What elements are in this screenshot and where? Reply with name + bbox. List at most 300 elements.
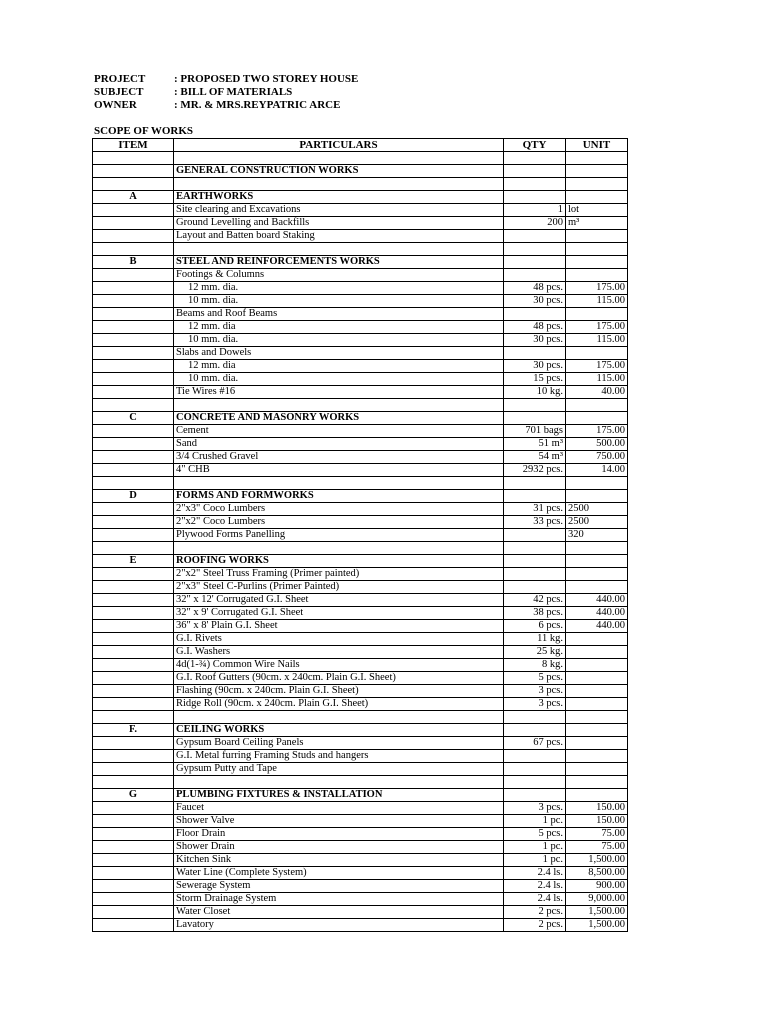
particulars-cell: Flashing (90cm. x 240cm. Plain G.I. Sheet): [174, 685, 504, 698]
particulars-cell: 2"x2" Steel Truss Framing (Primer painted): [174, 568, 504, 581]
particulars-cell: 36" x 8' Plain G.I. Sheet: [174, 620, 504, 633]
particulars-cell: 12 mm. dia: [174, 360, 504, 373]
item-cell: E: [93, 555, 174, 568]
table-row: [93, 841, 628, 854]
particulars-cell: 2"x3" Steel C-Purlins (Primer Painted): [174, 581, 504, 594]
unit-cell: [566, 256, 628, 269]
unit-cell: [566, 165, 628, 178]
qty-cell: [504, 191, 566, 204]
qty-cell: 6 pcs.: [504, 620, 566, 633]
item-cell: [93, 503, 174, 516]
unit-cell: 440.00: [566, 594, 628, 607]
particulars-cell: 10 mm. dia.: [174, 334, 504, 347]
particulars-cell: ROOFING WORKS: [174, 555, 504, 568]
unit-cell: [566, 789, 628, 802]
table-row: [93, 191, 628, 204]
item-cell: [93, 815, 174, 828]
item-cell: C: [93, 412, 174, 425]
table-row: [93, 204, 628, 217]
unit-cell: [566, 633, 628, 646]
qty-cell: 30 pcs.: [504, 360, 566, 373]
item-cell: [93, 308, 174, 321]
qty-cell: 48 pcs.: [504, 282, 566, 295]
particulars-cell: [174, 152, 504, 165]
unit-cell: 175.00: [566, 321, 628, 334]
qty-cell: [504, 581, 566, 594]
item-cell: [93, 438, 174, 451]
qty-cell: 67 pcs.: [504, 737, 566, 750]
qty-cell: 2 pcs.: [504, 906, 566, 919]
particulars-cell: PLUMBING FIXTURES & INSTALLATION: [174, 789, 504, 802]
qty-cell: [504, 347, 566, 360]
qty-cell: [504, 243, 566, 256]
item-cell: [93, 243, 174, 256]
item-cell: [93, 841, 174, 854]
item-cell: F.: [93, 724, 174, 737]
particulars-cell: [174, 711, 504, 724]
item-cell: [93, 867, 174, 880]
unit-cell: 320: [566, 529, 628, 542]
table-row: [93, 802, 628, 815]
table-row: [93, 165, 628, 178]
unit-cell: [566, 659, 628, 672]
table-row: [93, 906, 628, 919]
particulars-cell: 4" CHB: [174, 464, 504, 477]
particulars-cell: Kitchen Sink: [174, 854, 504, 867]
table-row: [93, 724, 628, 737]
project-value: : PROPOSED TWO STOREY HOUSE: [174, 73, 359, 85]
particulars-cell: Footings & Columns: [174, 269, 504, 282]
item-cell: [93, 620, 174, 633]
bill-of-materials-table: [92, 138, 628, 932]
qty-cell: 1 pc.: [504, 841, 566, 854]
particulars-cell: Sewerage System: [174, 880, 504, 893]
table-row: [93, 893, 628, 906]
unit-cell: [566, 737, 628, 750]
table-row: [93, 386, 628, 399]
table-row: [93, 607, 628, 620]
unit-cell: 440.00: [566, 620, 628, 633]
unit-cell: [566, 230, 628, 243]
item-cell: [93, 399, 174, 412]
qty-cell: 8 kg.: [504, 659, 566, 672]
unit-cell: 750.00: [566, 451, 628, 464]
item-cell: [93, 607, 174, 620]
table-row: [93, 217, 628, 230]
table-row: [93, 828, 628, 841]
item-cell: [93, 529, 174, 542]
particulars-cell: [174, 243, 504, 256]
table-row: [93, 516, 628, 529]
header-unit: UNIT: [566, 139, 628, 152]
item-cell: [93, 672, 174, 685]
item-cell: [93, 685, 174, 698]
qty-cell: [504, 555, 566, 568]
particulars-cell: Water Closet: [174, 906, 504, 919]
subject-label: SUBJECT: [94, 86, 144, 98]
item-cell: [93, 698, 174, 711]
unit-cell: [566, 412, 628, 425]
item-cell: [93, 334, 174, 347]
table-row: [93, 659, 628, 672]
table-row: [93, 269, 628, 282]
qty-cell: [504, 542, 566, 555]
table-body: [93, 152, 628, 932]
owner-label: OWNER: [94, 99, 137, 111]
table-row: [93, 373, 628, 386]
unit-cell: [566, 269, 628, 282]
unit-cell: 900.00: [566, 880, 628, 893]
qty-cell: 11 kg.: [504, 633, 566, 646]
particulars-cell: G.I. Washers: [174, 646, 504, 659]
header-owner: [94, 99, 340, 112]
unit-cell: [566, 685, 628, 698]
item-cell: [93, 750, 174, 763]
table-row: [93, 230, 628, 243]
table-row: [93, 490, 628, 503]
table-row: [93, 243, 628, 256]
table-row: [93, 880, 628, 893]
project-label: PROJECT: [94, 73, 146, 85]
subject-value: : BILL OF MATERIALS: [174, 86, 293, 98]
unit-cell: [566, 581, 628, 594]
item-cell: A: [93, 191, 174, 204]
table-row: [93, 295, 628, 308]
item-cell: [93, 360, 174, 373]
particulars-cell: [174, 477, 504, 490]
header-particulars: PARTICULARS: [174, 139, 504, 152]
owner-value: : MR. & MRS.REYPATRIC ARCE: [174, 99, 341, 111]
particulars-cell: 2"x3" Coco Lumbers: [174, 503, 504, 516]
unit-cell: 2500: [566, 516, 628, 529]
qty-cell: [504, 477, 566, 490]
item-cell: B: [93, 256, 174, 269]
table-row: [93, 789, 628, 802]
item-cell: [93, 230, 174, 243]
qty-cell: 2 pcs.: [504, 919, 566, 932]
item-cell: [93, 633, 174, 646]
particulars-cell: Water Line (Complete System): [174, 867, 504, 880]
item-cell: [93, 594, 174, 607]
particulars-cell: Storm Drainage System: [174, 893, 504, 906]
table-row: [93, 854, 628, 867]
item-cell: [93, 581, 174, 594]
table-row: [93, 334, 628, 347]
particulars-cell: 3/4 Crushed Gravel: [174, 451, 504, 464]
item-cell: [93, 282, 174, 295]
table-row: [93, 425, 628, 438]
unit-cell: 115.00: [566, 295, 628, 308]
table-row: [93, 477, 628, 490]
table-row: [93, 321, 628, 334]
qty-cell: [504, 711, 566, 724]
unit-cell: [566, 152, 628, 165]
qty-cell: 15 pcs.: [504, 373, 566, 386]
particulars-cell: Site clearing and Excavations: [174, 204, 504, 217]
table-row: [93, 698, 628, 711]
unit-cell: [566, 191, 628, 204]
unit-cell: [566, 776, 628, 789]
item-cell: [93, 373, 174, 386]
qty-cell: [504, 152, 566, 165]
particulars-cell: 32" x 12' Corrugated G.I. Sheet: [174, 594, 504, 607]
table-row: [93, 360, 628, 373]
qty-cell: 25 kg.: [504, 646, 566, 659]
item-cell: [93, 763, 174, 776]
particulars-cell: CEILING WORKS: [174, 724, 504, 737]
particulars-cell: Gypsum Putty and Tape: [174, 763, 504, 776]
unit-cell: 8,500.00: [566, 867, 628, 880]
table-row: [93, 347, 628, 360]
particulars-cell: Shower Drain: [174, 841, 504, 854]
item-cell: [93, 802, 174, 815]
item-cell: [93, 217, 174, 230]
scope-of-works-title: SCOPE OF WORKS: [94, 125, 194, 137]
header-project: [94, 73, 358, 86]
qty-cell: [504, 230, 566, 243]
unit-cell: 1,500.00: [566, 906, 628, 919]
unit-cell: [566, 477, 628, 490]
table-row: [93, 178, 628, 191]
item-cell: [93, 880, 174, 893]
unit-cell: 40.00: [566, 386, 628, 399]
table-row: [93, 672, 628, 685]
qty-cell: [504, 750, 566, 763]
table-row: [93, 308, 628, 321]
qty-cell: 5 pcs.: [504, 672, 566, 685]
table-row: [93, 750, 628, 763]
item-cell: [93, 152, 174, 165]
table-row: [93, 867, 628, 880]
qty-cell: 38 pcs.: [504, 607, 566, 620]
unit-cell: 75.00: [566, 841, 628, 854]
qty-cell: 2.4 ls.: [504, 893, 566, 906]
table-row: [93, 737, 628, 750]
unit-cell: [566, 178, 628, 191]
particulars-cell: 2"x2" Coco Lumbers: [174, 516, 504, 529]
item-cell: [93, 451, 174, 464]
item-cell: [93, 568, 174, 581]
particulars-cell: G.I. Roof Gutters (90cm. x 240cm. Plain G.I. Sheet): [174, 672, 504, 685]
particulars-cell: 12 mm. dia.: [174, 282, 504, 295]
table-header-row: [93, 139, 628, 152]
item-cell: [93, 321, 174, 334]
particulars-cell: Faucet: [174, 802, 504, 815]
unit-cell: [566, 763, 628, 776]
particulars-cell: Floor Drain: [174, 828, 504, 841]
particulars-cell: 10 mm. dia.: [174, 373, 504, 386]
item-cell: [93, 828, 174, 841]
item-cell: [93, 776, 174, 789]
qty-cell: 30 pcs.: [504, 295, 566, 308]
qty-cell: 1 pc.: [504, 854, 566, 867]
qty-cell: [504, 256, 566, 269]
particulars-cell: Shower Valve: [174, 815, 504, 828]
item-cell: [93, 464, 174, 477]
qty-cell: 30 pcs.: [504, 334, 566, 347]
table-row: [93, 919, 628, 932]
unit-cell: [566, 672, 628, 685]
particulars-cell: Lavatory: [174, 919, 504, 932]
qty-cell: [504, 308, 566, 321]
unit-cell: [566, 243, 628, 256]
unit-cell: [566, 750, 628, 763]
particulars-cell: Sand: [174, 438, 504, 451]
unit-cell: 9,000.00: [566, 893, 628, 906]
unit-cell: m³: [566, 217, 628, 230]
unit-cell: 150.00: [566, 802, 628, 815]
qty-cell: 1: [504, 204, 566, 217]
qty-cell: 2.4 ls.: [504, 880, 566, 893]
qty-cell: [504, 490, 566, 503]
item-cell: [93, 659, 174, 672]
unit-cell: 175.00: [566, 282, 628, 295]
item-cell: [93, 893, 174, 906]
particulars-cell: 10 mm. dia.: [174, 295, 504, 308]
unit-cell: 2500: [566, 503, 628, 516]
particulars-cell: Ridge Roll (90cm. x 240cm. Plain G.I. Sheet): [174, 698, 504, 711]
qty-cell: [504, 412, 566, 425]
qty-cell: 5 pcs.: [504, 828, 566, 841]
table-row: [93, 282, 628, 295]
qty-cell: 3 pcs.: [504, 698, 566, 711]
item-cell: [93, 737, 174, 750]
qty-cell: 701 bags: [504, 425, 566, 438]
particulars-cell: G.I. Metal furring Framing Studs and hangers: [174, 750, 504, 763]
particulars-cell: [174, 178, 504, 191]
qty-cell: [504, 269, 566, 282]
unit-cell: [566, 308, 628, 321]
item-cell: [93, 165, 174, 178]
item-cell: G: [93, 789, 174, 802]
item-cell: [93, 854, 174, 867]
qty-cell: [504, 789, 566, 802]
particulars-cell: Cement: [174, 425, 504, 438]
qty-cell: 54 m³: [504, 451, 566, 464]
item-cell: [93, 516, 174, 529]
qty-cell: [504, 178, 566, 191]
particulars-cell: Plywood Forms Panelling: [174, 529, 504, 542]
header-item: ITEM: [93, 139, 174, 152]
table-row: [93, 542, 628, 555]
table-row: [93, 646, 628, 659]
particulars-cell: GENERAL CONSTRUCTION WORKS: [174, 165, 504, 178]
unit-cell: 500.00: [566, 438, 628, 451]
particulars-cell: EARTHWORKS: [174, 191, 504, 204]
unit-cell: lot: [566, 204, 628, 217]
particulars-cell: Layout and Batten board Staking: [174, 230, 504, 243]
qty-cell: 10 kg.: [504, 386, 566, 399]
particulars-cell: 32" x 9' Corrugated G.I. Sheet: [174, 607, 504, 620]
item-cell: [93, 646, 174, 659]
qty-cell: [504, 724, 566, 737]
table-row: [93, 503, 628, 516]
particulars-cell: 4d(1-¾) Common Wire Nails: [174, 659, 504, 672]
unit-cell: [566, 646, 628, 659]
particulars-cell: [174, 776, 504, 789]
unit-cell: 14.00: [566, 464, 628, 477]
table-row: [93, 568, 628, 581]
header-subject: [94, 86, 292, 99]
table-row: [93, 464, 628, 477]
table-row: [93, 399, 628, 412]
table-row: [93, 451, 628, 464]
qty-cell: [504, 529, 566, 542]
qty-cell: 3 pcs.: [504, 685, 566, 698]
particulars-cell: FORMS AND FORMWORKS: [174, 490, 504, 503]
unit-cell: [566, 347, 628, 360]
table-row: [93, 620, 628, 633]
item-cell: [93, 477, 174, 490]
table-row: [93, 152, 628, 165]
unit-cell: [566, 568, 628, 581]
qty-cell: 48 pcs.: [504, 321, 566, 334]
qty-cell: [504, 776, 566, 789]
table-row: [93, 685, 628, 698]
item-cell: [93, 295, 174, 308]
table-row: [93, 594, 628, 607]
table-row: [93, 776, 628, 789]
table-row: [93, 815, 628, 828]
item-cell: [93, 178, 174, 191]
table-row: [93, 438, 628, 451]
qty-cell: [504, 165, 566, 178]
item-cell: [93, 711, 174, 724]
unit-cell: [566, 399, 628, 412]
qty-cell: 51 m³: [504, 438, 566, 451]
item-cell: [93, 542, 174, 555]
unit-cell: 115.00: [566, 373, 628, 386]
particulars-cell: Slabs and Dowels: [174, 347, 504, 360]
item-cell: [93, 269, 174, 282]
unit-cell: 115.00: [566, 334, 628, 347]
unit-cell: [566, 698, 628, 711]
item-cell: [93, 347, 174, 360]
qty-cell: 42 pcs.: [504, 594, 566, 607]
particulars-cell: G.I. Rivets: [174, 633, 504, 646]
unit-cell: 1,500.00: [566, 919, 628, 932]
table-row: [93, 763, 628, 776]
header-qty: QTY: [504, 139, 566, 152]
unit-cell: 440.00: [566, 607, 628, 620]
particulars-cell: 12 mm. dia: [174, 321, 504, 334]
table-row: [93, 555, 628, 568]
unit-cell: 175.00: [566, 360, 628, 373]
particulars-cell: STEEL AND REINFORCEMENTS WORKS: [174, 256, 504, 269]
qty-cell: 3 pcs.: [504, 802, 566, 815]
unit-cell: 150.00: [566, 815, 628, 828]
item-cell: [93, 919, 174, 932]
particulars-cell: Tie Wires #16: [174, 386, 504, 399]
table-row: [93, 633, 628, 646]
item-cell: [93, 425, 174, 438]
unit-cell: [566, 711, 628, 724]
unit-cell: [566, 555, 628, 568]
unit-cell: 1,500.00: [566, 854, 628, 867]
qty-cell: 200: [504, 217, 566, 230]
particulars-cell: Ground Levelling and Backfills: [174, 217, 504, 230]
unit-cell: [566, 724, 628, 737]
qty-cell: [504, 399, 566, 412]
table-row: [93, 256, 628, 269]
table-row: [93, 412, 628, 425]
qty-cell: [504, 763, 566, 776]
qty-cell: 2.4 ls.: [504, 867, 566, 880]
table-row: [93, 529, 628, 542]
table-row: [93, 711, 628, 724]
unit-cell: 75.00: [566, 828, 628, 841]
qty-cell: 31 pcs.: [504, 503, 566, 516]
